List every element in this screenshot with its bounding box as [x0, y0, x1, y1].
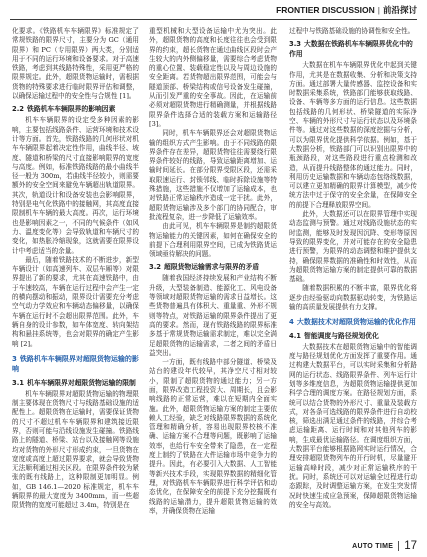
- heading-number: 3.1: [12, 378, 25, 387]
- subsection-heading: [12, 104, 139, 114]
- body-paragraph: 化要求。《铁路机车车辆限界》标准规定了常规铁路的限界尺寸，主要分为 GC（通用限界）和 PC（专用限界）两大类，分别适用于不同的运行环境和设备要求。对于高速铁路，考虑到其线路特殊性，采用更严格的限界规定。此外，超限货物运输时，需根据货物的特殊要求进行临时限界评估和调整，以确保运输过程中的安全性与合规性 [1]。: [12, 27, 139, 101]
- body-paragraph: 随着我国经济持续发展和产业结构不断升级，大型装备制造、能源化工、风电设备等领域对超限货物运输的需求日益增长。这些货物普遍具有体积大、重量重、外形不规则等特点，对铁路运输的限界条件提出了更高的要求。然而，现有铁路线路的限界标准多基于常规货物运输需求制定，难以完全满足超限货物的运输需求，二者之间的矛盾日益突出。: [149, 274, 277, 357]
- body-paragraph: 一方面，既有线路中部分隧道、桥梁及站台的建设年代较早，其净空尺寸相对较小，限制了超限货物的通过能力；另一方面，限界改造工程投资大、周期长，且会影响线路的正常运营，难以在短期内全面实施。此外，超限货物运输方案的制定主要依赖人工经验，缺乏对线路限界数据的系统化管理和精确分析，容易出现限界校核不准确、运输方案不合理等问题，既影响了运输效率，也给行车安全带来了隐患，在一定程度上制约了铁路在大件运输市场中竞争力的提升。因此，有必要引入大数据、人工智能等新兴技术手段，实现限界数据的精细化管理，对铁路机车车辆限界进行科学评估和动态优化，在保障安全的前提下充分挖掘既有线路的运输潜力，提升超限货物运输的效率，并确保货物在运输: [149, 358, 277, 515]
- header-rule: [10, 19, 417, 20]
- heading-title: 铁路机车车辆限界的影响因素: [27, 105, 116, 114]
- column-middle: [149, 27, 277, 532]
- body-paragraph: 重型机械和大型设备运输中尤为突出。此外，超限货物的高度和长度往往也会受到限界的约束，超长货物在通过曲线区段时会产生较大的内外侧偏移量，需要综合考虑货物的重心位置、装载稳定性以及与周边设施的安全距离。若货物超出限界范围，可能会与隧道顶部、桥梁结构或信号设备发生碰撞，从而引发严重的安全事故。因此，在运输前必须对超限货物进行精确测量，并根据线路限界条件选择合适的装载方案和运输路径 [3]。: [149, 27, 277, 128]
- body-paragraph: 过程中与铁路基础设施的协调性和安全性。: [289, 27, 415, 35]
- header-divider: |: [377, 5, 380, 15]
- body-paragraph: 由此可见，机车车辆限界是制约超限货物运输能力的关键因素，如何在确保安全的前提下合理利用限界空间，已成为铁路货运领域亟待解决的问题。: [149, 222, 277, 259]
- heading-number: 2.2: [12, 105, 25, 114]
- body-paragraph: 最后，随着铁路技术的不断进步，新型车辆设计（如高速列车、双层车厢等）对限界提出了新的要求，尤其在高速铁路中，由于车速较高，车辆在运行过程中会产生一定的横向摆动和振动，限界设计需要充分考虑空气动力学效应和车辆动态偏移量，以确保车辆在运行时不会超出限界范围。此外，车辆自身的设计参数，如车体宽度、转向架结构和悬挂系统等，也会对限界的确定产生影响 [2]。: [12, 255, 139, 348]
- heading-title: 智能调度与路径规划优化: [304, 331, 379, 340]
- page-footer: [352, 539, 417, 553]
- body-paragraph: 大数据技术在超限货物运输中的智能调度与路径规划优化方面发挥了重要作用。通过构建大数据平台，可以实时采集和分析路网的运行状态、线路限界条件、列车运行计划等多维度信息，为超限货物运输提供更加科学合理的调度方案。在路径规划方面，系统可以结合货物的外形尺寸、重量及装载方式，对各条可选线路的限界条件进行自动校核，筛选出满足通过条件的线路，并综合考虑运输距离、运行时间和对其他列车的影响，生成最优运输路径。在调度组织方面，大数据平台能够根据路网实时运行情况，合理安排超限货物列车的开行时机，尽量避开运输高峰时段，减少对正常运输秩序的干扰。同时，系统还可以对运输全过程进行动态跟踪，及时调整运输方案，在发生突发情况时快速生成应急预案，保障超限货物运输的安全与高效。: [289, 342, 417, 509]
- heading-title: 机车车辆限界对超限货物运输的限制: [27, 378, 136, 387]
- subsection-heading: [12, 378, 139, 388]
- heading-title: 超限货物运输需求与限界的矛盾: [164, 263, 260, 272]
- journal-name: AUTO TIME: [352, 542, 394, 550]
- heading-number: 3: [12, 354, 17, 363]
- page-number: 17: [404, 540, 417, 552]
- body-paragraph: 大数据在机车车辆限界优化中起到关键作用，尤其是在数据收集、分析和决策支持方面。通过部署大量传感器、监控设备和实时数据采集系统，铁路部门能够获取线路、设备、车辆等多方面的运行信息。这些数据包括线路的几何形状、桥梁隧道的实际净空、车辆的外形尺寸与运行状态以及环境条件等。通过对这些数据的深度挖掘与分析，可以为限界优化提供科学依据。例如，基于大数据分析，铁路部门可以识别出限界中的瓶颈路段，对这些路段进行重点检测和改造，从而提升线路整体的通过能力。同时，利用历史运输数据和车辆动态包络线数据，可以建立更加精确的限界计算模型，减少传统方法中过于保守的安全余量，在保障安全的前提下合理释放限界空间。: [289, 61, 417, 209]
- footer-divider: [398, 541, 399, 551]
- column-right: [289, 27, 417, 532]
- header-section-en: FRONTIER DISCUSSION: [276, 5, 375, 15]
- heading-title: 大数据在铁路机车车辆限界优化中的作用: [289, 40, 413, 59]
- subsection-heading: [289, 331, 417, 341]
- subsection-heading: [149, 262, 277, 272]
- running-header: [276, 5, 417, 17]
- header-section-zh: 前沿探讨: [382, 6, 417, 16]
- heading-number: 4.1: [289, 331, 302, 340]
- subsection-heading: [289, 39, 417, 59]
- heading-number: 3.2: [149, 263, 162, 272]
- section-heading: [289, 317, 417, 328]
- heading-title: 大数据技术对超限货物运输的优化作用: [296, 318, 416, 327]
- body-paragraph: 同时，机车车辆限界还会对超限货物运输的组织方式产生影响。由于不同线路的限界条件存在差异，超限货物往往需要绕行限界条件较好的线路，导致运输距离增加、运输时间延长。在部分限界受限区段，还需采取限速运行、封锁邻线、临时拆除设施等特殊措施，这些措施不仅增加了运输成本，也对铁路正常运输秩序造成一定干扰。此外，超限货物运输涉及多个部门的协同配合，审批流程复杂，进一步降低了运输效率。: [149, 129, 277, 221]
- heading-number: 4: [289, 318, 294, 327]
- body-paragraph: 机车车辆限界的设定受多种因素的影响，主要包括线路条件、运营环境和技术设计等方面。首先，铁路线路的几何形状对机车车辆限界起着决定性作用，曲线半径、坡度、隧道和桥梁的尺寸直接影响限界的宽度与高度。例如，标准铁路线路的最小曲线半径一般为 300m，若曲线半径较小，则需要额外的安全空间来避免车辆超出轨道限界。其次，轨道设计和设备安装也会影响限界，特别是电气化铁路中的接触网，其高度直接限制机车车辆的最大高度。再次，运行环境也是影响因素之一，不同的气候条件（如风力、温度变化等）会导致轨道和车辆尺寸的变化，如热胀冷缩现象，这就需要在限界设计中考虑适当的余量。: [12, 116, 139, 255]
- section-heading: [12, 354, 139, 375]
- column-left: [12, 27, 139, 532]
- body-paragraph: 此外，大数据还可以在限界管理中实现动态监测与预警。通过对线路设施状态的实时监测，能够及时发现因沉降、变形等原因导致的限界变化，并对可能存在的安全隐患进行预警，为限界的动态调整和维护提供支持，确保限界数据的准确性和时效性，从而为超限货物运输方案的制定提供可靠的数据基础。: [289, 210, 417, 284]
- heading-title: 铁路机车车辆限界对超限货物运输的影响: [12, 354, 139, 374]
- body-paragraph: 随着数据积累的不断丰富，限界优化将逐步由经验驱动向数据驱动转变，为铁路运输的高质量发展提供有力支撑。: [289, 284, 417, 312]
- heading-number: 3.3: [289, 40, 302, 49]
- body-paragraph: 机车车辆限界对超限货物运输的物理限制主要体现在货物尺寸与线路基础设施的适配性上。超限货物在运输时，需要保证货物的尺寸不超过机车车辆限界和建筑接近限界，否则可能与沿线设施发生碰撞。铁路线路上的隧道、桥梁、站台以及接触网等设施均对货物的外形尺寸形成约束，一旦货物在宽度或高度上超过限界要求，就会导致货物无法顺利通过相关区段。在限界条件较为紧张的既有线路上，这种限制更加明显。例如，GB 146.1—2020 标准规定，机车车辆限界的最大宽度为 3400mm，而一些超限货物的宽度可能超过 3.4m，特别是在: [12, 389, 139, 510]
